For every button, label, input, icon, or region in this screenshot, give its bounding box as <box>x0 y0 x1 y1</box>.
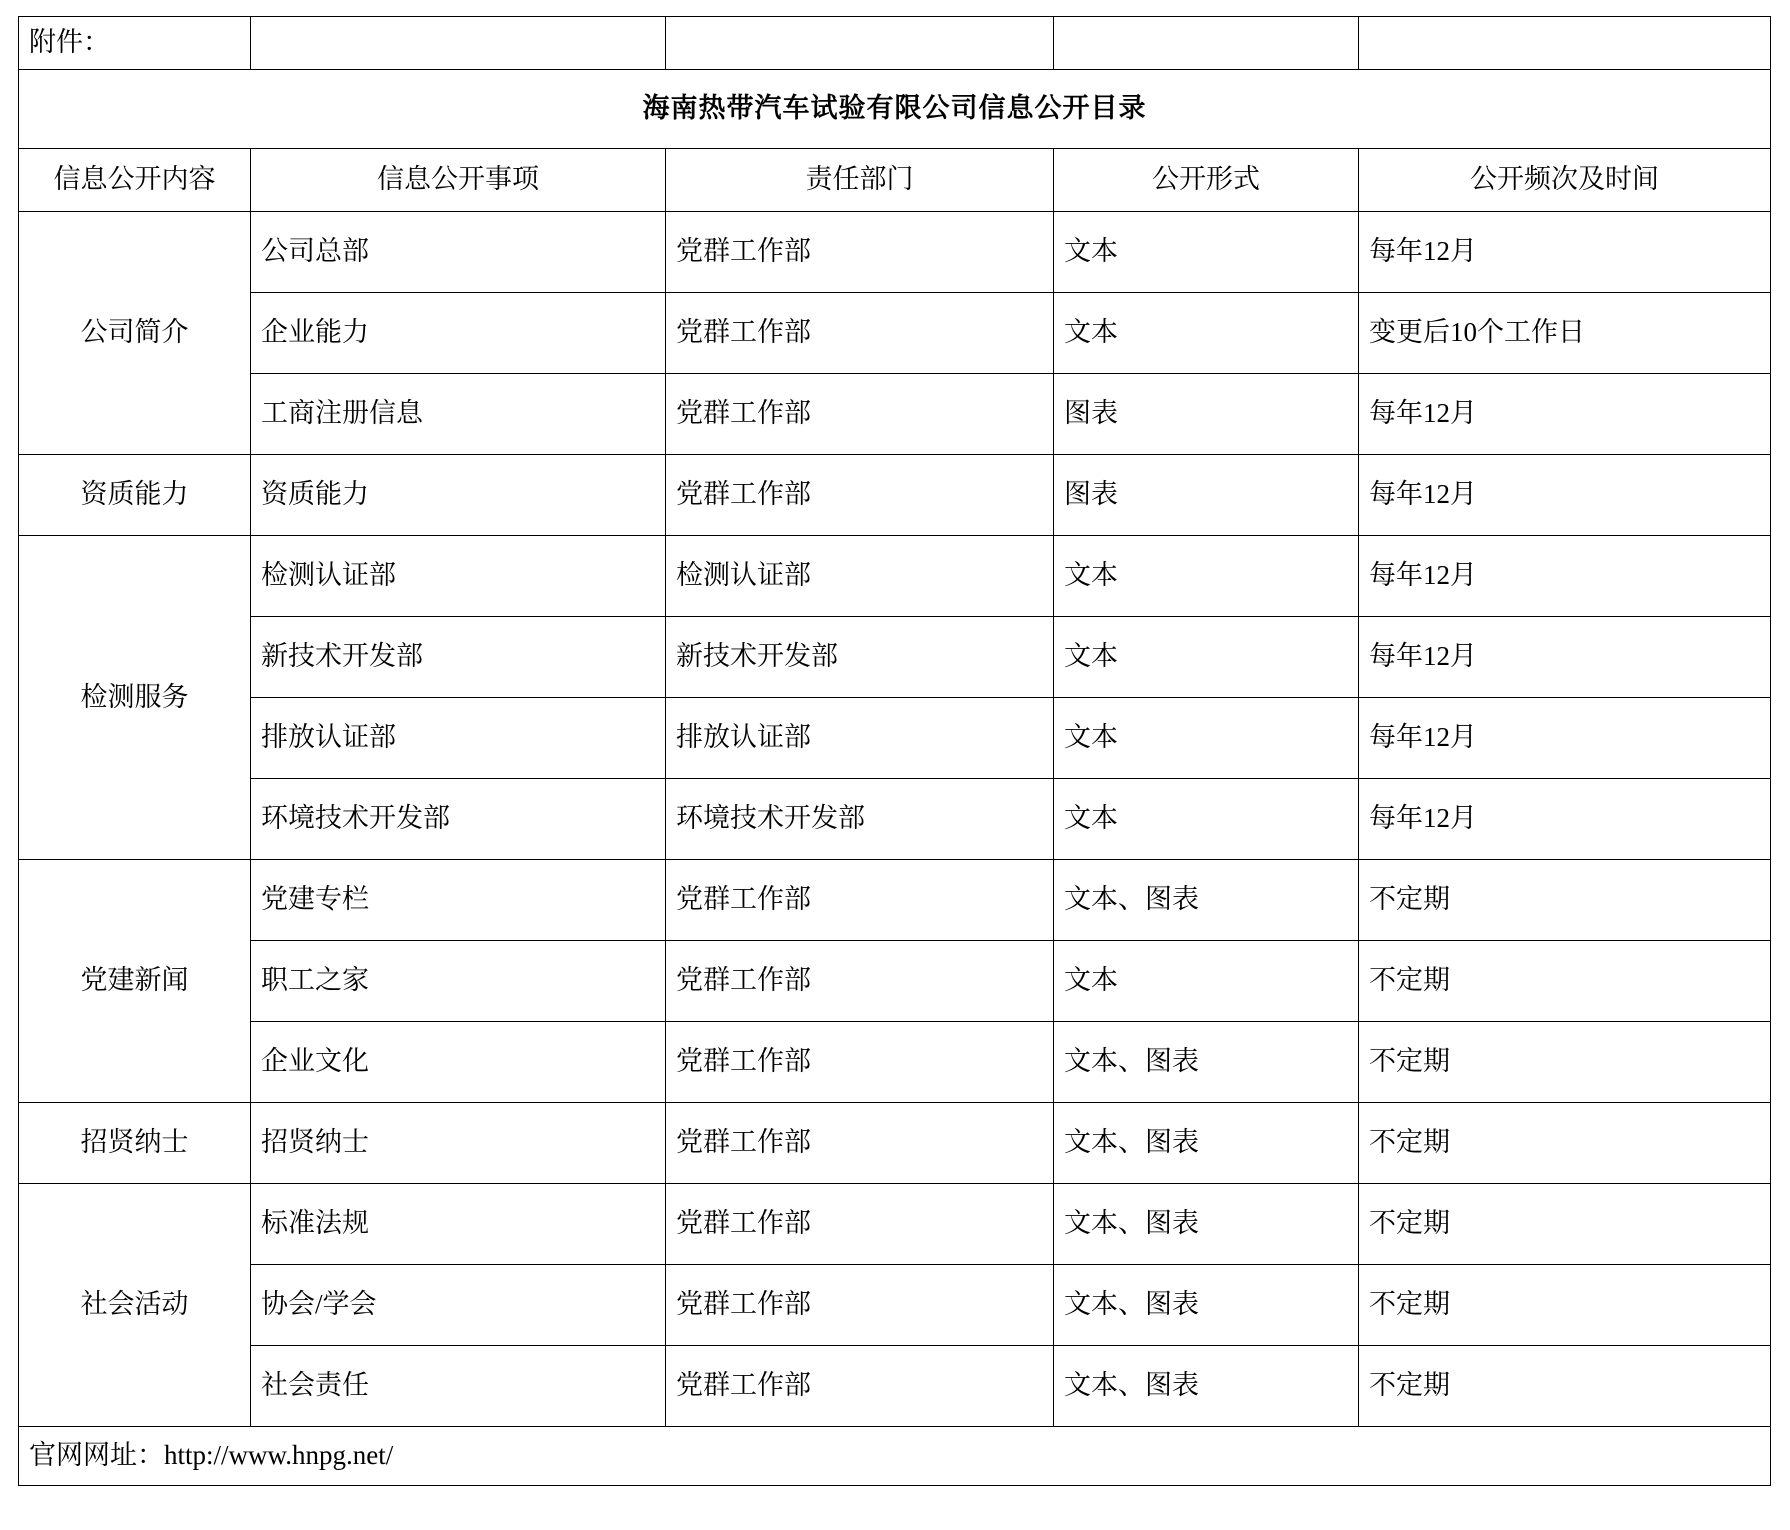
frequency-cell: 不定期 <box>1359 941 1771 1022</box>
attachment-label: 附件： <box>19 17 251 70</box>
item-cell: 协会/学会 <box>251 1265 666 1346</box>
table-row <box>19 1184 1771 1265</box>
item-cell: 职工之家 <box>251 941 666 1022</box>
table-row <box>19 536 1771 617</box>
table-header-row <box>19 149 1771 212</box>
table-row <box>19 698 1771 779</box>
department-cell: 党群工作部 <box>666 212 1054 293</box>
table-row <box>19 1265 1771 1346</box>
department-cell: 党群工作部 <box>666 1022 1054 1103</box>
item-cell: 检测认证部 <box>251 536 666 617</box>
table-row <box>19 860 1771 941</box>
form-cell: 文本 <box>1054 698 1359 779</box>
item-cell: 排放认证部 <box>251 698 666 779</box>
frequency-cell: 每年12月 <box>1359 698 1771 779</box>
form-cell: 图表 <box>1054 374 1359 455</box>
frequency-cell: 不定期 <box>1359 1022 1771 1103</box>
form-cell: 文本、图表 <box>1054 860 1359 941</box>
attachment-blank-cell-4 <box>1359 17 1771 70</box>
frequency-cell: 每年12月 <box>1359 536 1771 617</box>
attachment-row <box>19 17 1771 70</box>
department-cell: 党群工作部 <box>666 1346 1054 1427</box>
table-body <box>19 17 1771 1486</box>
item-cell: 社会责任 <box>251 1346 666 1427</box>
item-cell: 企业能力 <box>251 293 666 374</box>
table-row <box>19 1103 1771 1184</box>
frequency-cell: 每年12月 <box>1359 617 1771 698</box>
table-row <box>19 1022 1771 1103</box>
title-row <box>19 70 1771 149</box>
footer-row <box>19 1427 1771 1486</box>
department-cell: 检测认证部 <box>666 536 1054 617</box>
table-row <box>19 1346 1771 1427</box>
form-cell: 文本 <box>1054 212 1359 293</box>
form-cell: 文本、图表 <box>1054 1265 1359 1346</box>
category-cell: 招贤纳士 <box>19 1103 251 1184</box>
item-cell: 资质能力 <box>251 455 666 536</box>
frequency-cell: 每年12月 <box>1359 374 1771 455</box>
table-row <box>19 779 1771 860</box>
official-website-label: 官网网址： <box>29 1440 164 1471</box>
form-cell: 文本 <box>1054 617 1359 698</box>
official-website-url[interactable]: http://www.hnpg.net/ <box>164 1440 394 1471</box>
department-cell: 党群工作部 <box>666 1265 1054 1346</box>
column-header-content: 信息公开内容 <box>19 149 251 212</box>
category-cell: 公司简介 <box>19 212 251 455</box>
item-cell: 公司总部 <box>251 212 666 293</box>
frequency-cell: 每年12月 <box>1359 779 1771 860</box>
category-cell: 资质能力 <box>19 455 251 536</box>
form-cell: 图表 <box>1054 455 1359 536</box>
department-cell: 党群工作部 <box>666 455 1054 536</box>
table-row <box>19 293 1771 374</box>
official-website-cell <box>19 1427 1771 1486</box>
department-cell: 党群工作部 <box>666 860 1054 941</box>
category-cell: 检测服务 <box>19 536 251 860</box>
page-title: 海南热带汽车试验有限公司信息公开目录 <box>19 70 1771 149</box>
form-cell: 文本、图表 <box>1054 1346 1359 1427</box>
attachment-blank-cell-1 <box>251 17 666 70</box>
column-header-frequency: 公开频次及时间 <box>1359 149 1771 212</box>
item-cell: 企业文化 <box>251 1022 666 1103</box>
department-cell: 党群工作部 <box>666 941 1054 1022</box>
form-cell: 文本 <box>1054 536 1359 617</box>
form-cell: 文本、图表 <box>1054 1184 1359 1265</box>
attachment-blank-cell-2 <box>666 17 1054 70</box>
form-cell: 文本 <box>1054 941 1359 1022</box>
table-row <box>19 374 1771 455</box>
form-cell: 文本 <box>1054 293 1359 374</box>
department-cell: 新技术开发部 <box>666 617 1054 698</box>
item-cell: 标准法规 <box>251 1184 666 1265</box>
frequency-cell: 不定期 <box>1359 1346 1771 1427</box>
item-cell: 新技术开发部 <box>251 617 666 698</box>
department-cell: 党群工作部 <box>666 374 1054 455</box>
frequency-cell: 不定期 <box>1359 1103 1771 1184</box>
frequency-cell: 不定期 <box>1359 1265 1771 1346</box>
item-cell: 工商注册信息 <box>251 374 666 455</box>
column-header-department: 责任部门 <box>666 149 1054 212</box>
frequency-cell: 不定期 <box>1359 1184 1771 1265</box>
item-cell: 党建专栏 <box>251 860 666 941</box>
table-row <box>19 941 1771 1022</box>
form-cell: 文本、图表 <box>1054 1103 1359 1184</box>
table-row <box>19 617 1771 698</box>
department-cell: 党群工作部 <box>666 1103 1054 1184</box>
attachment-blank-cell-3 <box>1054 17 1359 70</box>
frequency-cell: 每年12月 <box>1359 212 1771 293</box>
form-cell: 文本、图表 <box>1054 1022 1359 1103</box>
table-row <box>19 212 1771 293</box>
category-cell: 社会活动 <box>19 1184 251 1427</box>
department-cell: 党群工作部 <box>666 1184 1054 1265</box>
column-header-form: 公开形式 <box>1054 149 1359 212</box>
category-cell: 党建新闻 <box>19 860 251 1103</box>
frequency-cell: 每年12月 <box>1359 455 1771 536</box>
table-row <box>19 455 1771 536</box>
item-cell: 环境技术开发部 <box>251 779 666 860</box>
department-cell: 环境技术开发部 <box>666 779 1054 860</box>
information-disclosure-table <box>18 16 1771 1486</box>
form-cell: 文本 <box>1054 779 1359 860</box>
column-header-item: 信息公开事项 <box>251 149 666 212</box>
item-cell: 招贤纳士 <box>251 1103 666 1184</box>
department-cell: 党群工作部 <box>666 293 1054 374</box>
department-cell: 排放认证部 <box>666 698 1054 779</box>
frequency-cell: 不定期 <box>1359 860 1771 941</box>
frequency-cell: 变更后10个工作日 <box>1359 293 1771 374</box>
